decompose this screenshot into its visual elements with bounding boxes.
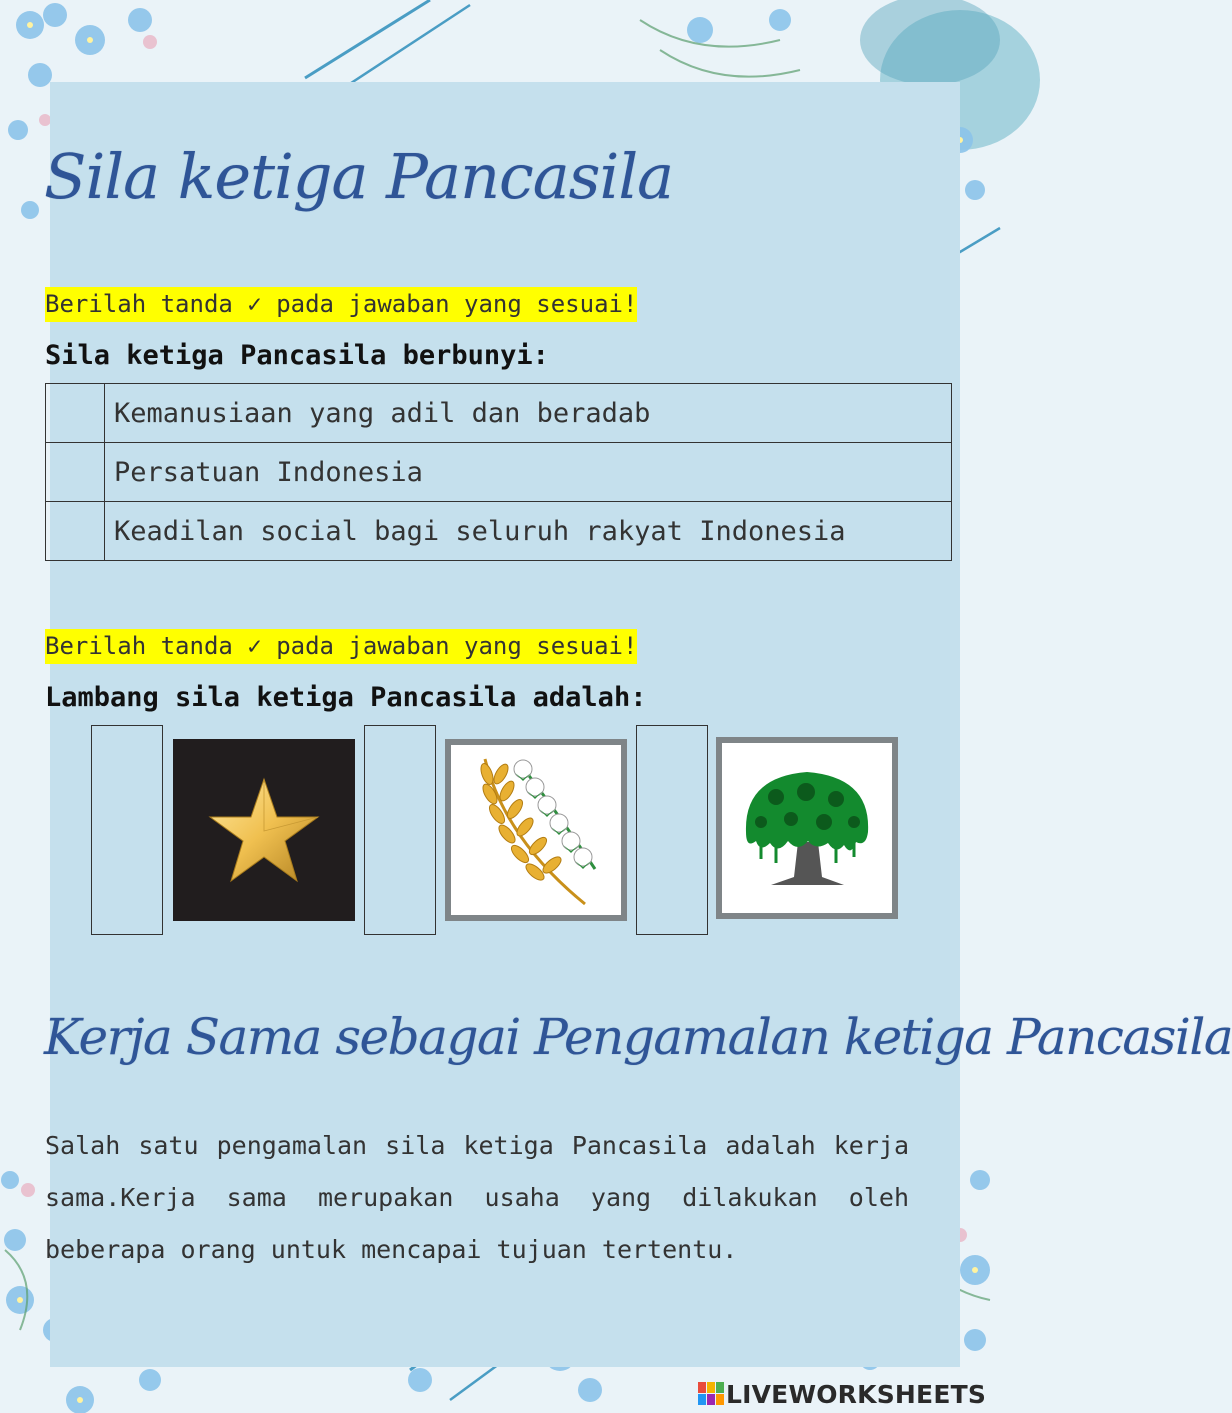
instruction-1: Berilah tanda ✓ pada jawaban yang sesuai!	[45, 287, 637, 322]
question-1: Sila ketiga Pancasila berbunyi:	[45, 340, 549, 371]
instruction-2: Berilah tanda ✓ pada jawaban yang sesuai!	[45, 629, 637, 664]
option-checkbox-1[interactable]	[46, 384, 105, 443]
option-checkbox-2[interactable]	[46, 443, 105, 502]
brand-text: LIVEWORKSHEETS	[726, 1380, 987, 1409]
option-label-1: Kemanusiaan yang adil dan beradab	[105, 384, 952, 443]
options-table	[45, 383, 952, 561]
symbol-checkbox-2[interactable]	[364, 725, 436, 935]
option-row	[46, 384, 952, 443]
question-2: Lambang sila ketiga Pancasila adalah:	[45, 682, 647, 713]
body-paragraph: Salah satu pengamalan sila ketiga Pancasila adalah kerja sama.Kerja sama merupakan usaha yang dilakukan oleh beberapa orang untuk mencapai tujuan tertentu.	[45, 1131, 909, 1264]
option-row	[46, 443, 952, 502]
liveworksheets-icon	[698, 1382, 724, 1406]
option-checkbox-3[interactable]	[46, 502, 105, 561]
rice-cotton-icon	[445, 739, 627, 921]
option-row	[46, 502, 952, 561]
option-label-3: Keadilan social bagi seluruh rakyat Indonesia	[105, 502, 952, 561]
brand-logo	[698, 1380, 986, 1409]
option-label-2: Persatuan Indonesia	[105, 443, 952, 502]
page-title: Sila ketiga Pancasila	[44, 140, 674, 213]
banyan-tree-icon	[716, 737, 898, 919]
symbol-checkbox-1[interactable]	[91, 725, 163, 935]
star-icon	[173, 739, 355, 921]
symbol-checkbox-3[interactable]	[636, 725, 708, 935]
section-subtitle: Kerja Sama sebagai Pengamalan ketiga Pancasila	[44, 1008, 1232, 1066]
